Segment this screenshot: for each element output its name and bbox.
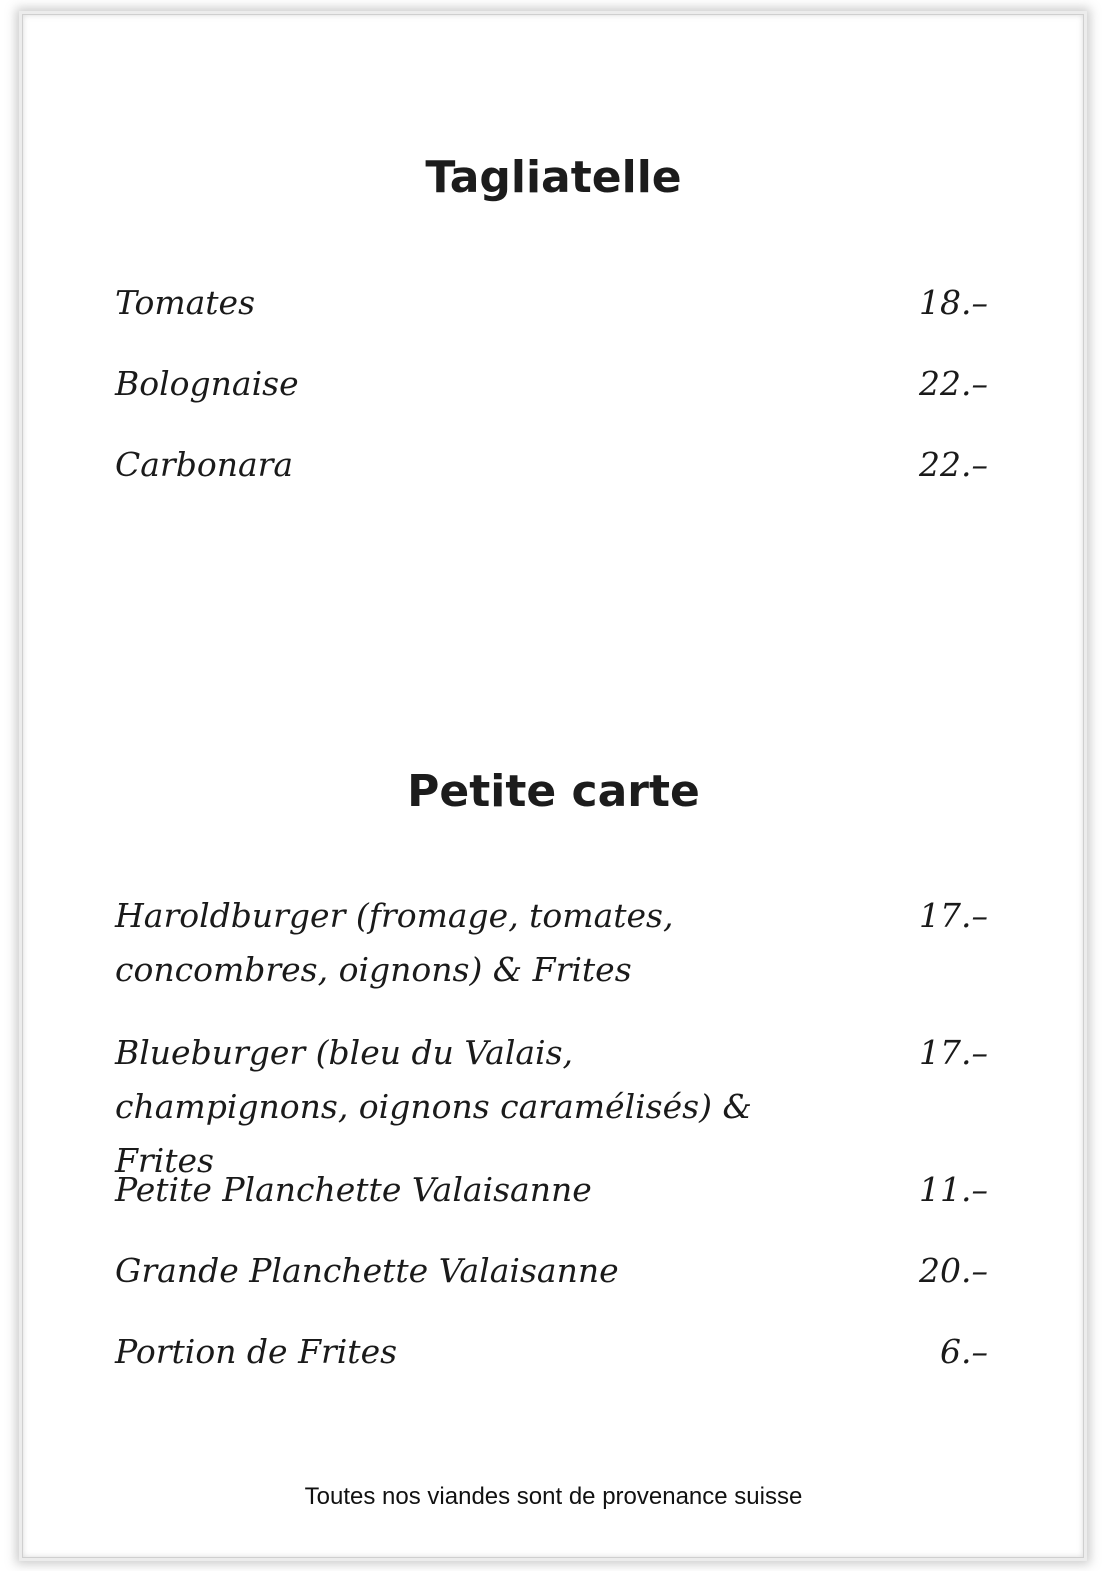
menu-item-name: Blueburger (bleu du Valais, champignons, oignons caramélisés) & Frites [115, 1033, 752, 1180]
menu-item-price: 17.– [919, 1033, 988, 1072]
footer-note: Toutes nos viandes sont de provenance suisse [304, 1483, 803, 1510]
menu-item-name: Tomates [115, 283, 256, 322]
menu-item-name: Haroldburger (fromage, tomates, concombres, oignons) & Frites [115, 896, 674, 989]
menu-item-name: Grande Planchette Valaisanne [115, 1251, 619, 1290]
menu-item-price: 20.– [919, 1251, 988, 1290]
menu-item-price: 11.– [919, 1170, 988, 1209]
menu-item-price: 17.– [919, 896, 988, 935]
menu-item-name: Petite Planchette Valaisanne [115, 1170, 592, 1209]
menu-item-price: 18.– [919, 283, 988, 322]
menu-item-price: 22.– [919, 364, 988, 403]
menu-item-name: Portion de Frites [115, 1332, 398, 1371]
menu-item-price: 6.– [940, 1332, 988, 1371]
section-title-petite-carte: Petite carte [407, 766, 700, 817]
section-title-tagliatelle: Tagliatelle [425, 152, 682, 203]
menu-item-name: Bolognaise [115, 364, 299, 403]
menu-item-name: Carbonara [115, 445, 294, 484]
menu-item-price: 22.– [919, 445, 988, 484]
